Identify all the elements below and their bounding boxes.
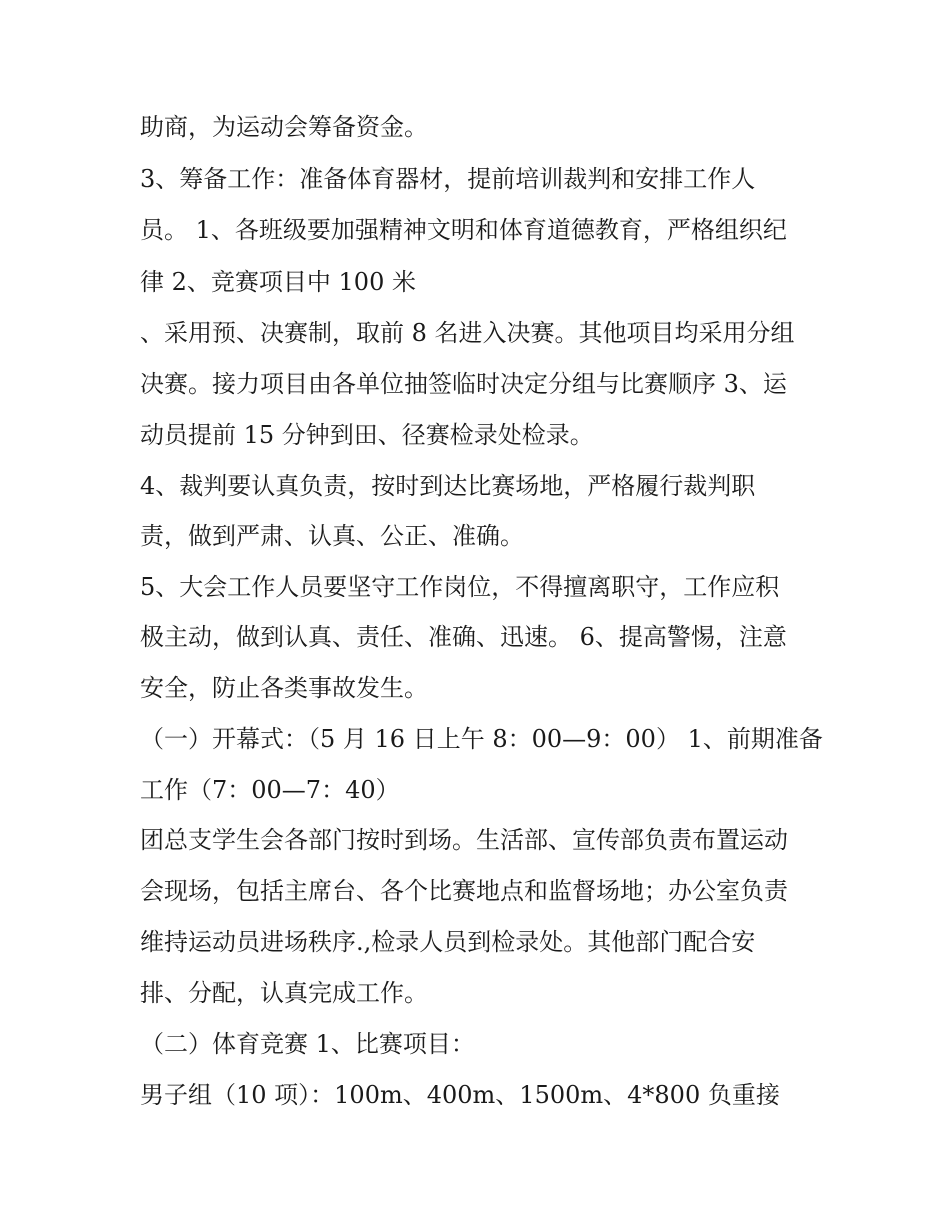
text-line: 极主动，做到认真、责任、准确、迅速。 6、提高警惕，注意	[140, 623, 787, 651]
text-line: 团总支学生会各部门按时到场。生活部、宣传部负责布置运动	[140, 826, 788, 854]
text-line: （二）体育竞赛 1、比赛项目：	[140, 1030, 475, 1058]
text-line: 工作（7：00—7：40）	[140, 776, 400, 804]
text-line: 动员提前 15 分钟到田、径赛检录处检录。	[140, 421, 594, 449]
text-line: 助商，为运动会筹备资金。	[140, 113, 428, 141]
text-line: 4、裁判要认真负责，按时到达比赛场地，严格履行裁判职	[140, 472, 756, 500]
text-line: 责，做到严肃、认真、公正、准确。	[140, 522, 524, 550]
text-line: 维持运动员进场秩序.,检录人员到检录处。其他部门配合安	[140, 928, 756, 956]
text-line: 律 2、竞赛项目中 100 米	[140, 268, 416, 296]
text-line: 男子组（10 项）：100m、400m、1500m、4*800 负重接	[140, 1081, 780, 1109]
text-line: 安全，防止各类事故发生。	[140, 674, 428, 702]
text-line: 、采用预、决赛制，取前 8 名进入决赛。其他项目均采用分组	[140, 319, 795, 347]
text-line: 排、分配，认真完成工作。	[140, 979, 428, 1007]
text-line: 员。 1、各班级要加强精神文明和体育道德教育，严格组织纪	[140, 216, 787, 244]
text-line: （一）开幕式：（5 月 16 日上午 8：00—9：00） 1、前期准备	[140, 725, 823, 753]
text-line: 决赛。接力项目由各单位抽签临时决定分组与比赛顺序 3、运	[140, 370, 787, 398]
text-line: 3、筹备工作：准备体育器材，提前培训裁判和安排工作人	[140, 165, 756, 193]
text-line: 会现场，包括主席台、各个比赛地点和监督场地；办公室负责	[140, 877, 788, 905]
text-line: 5、大会工作人员要坚守工作岗位，不得擅离职守，工作应积	[140, 573, 780, 601]
